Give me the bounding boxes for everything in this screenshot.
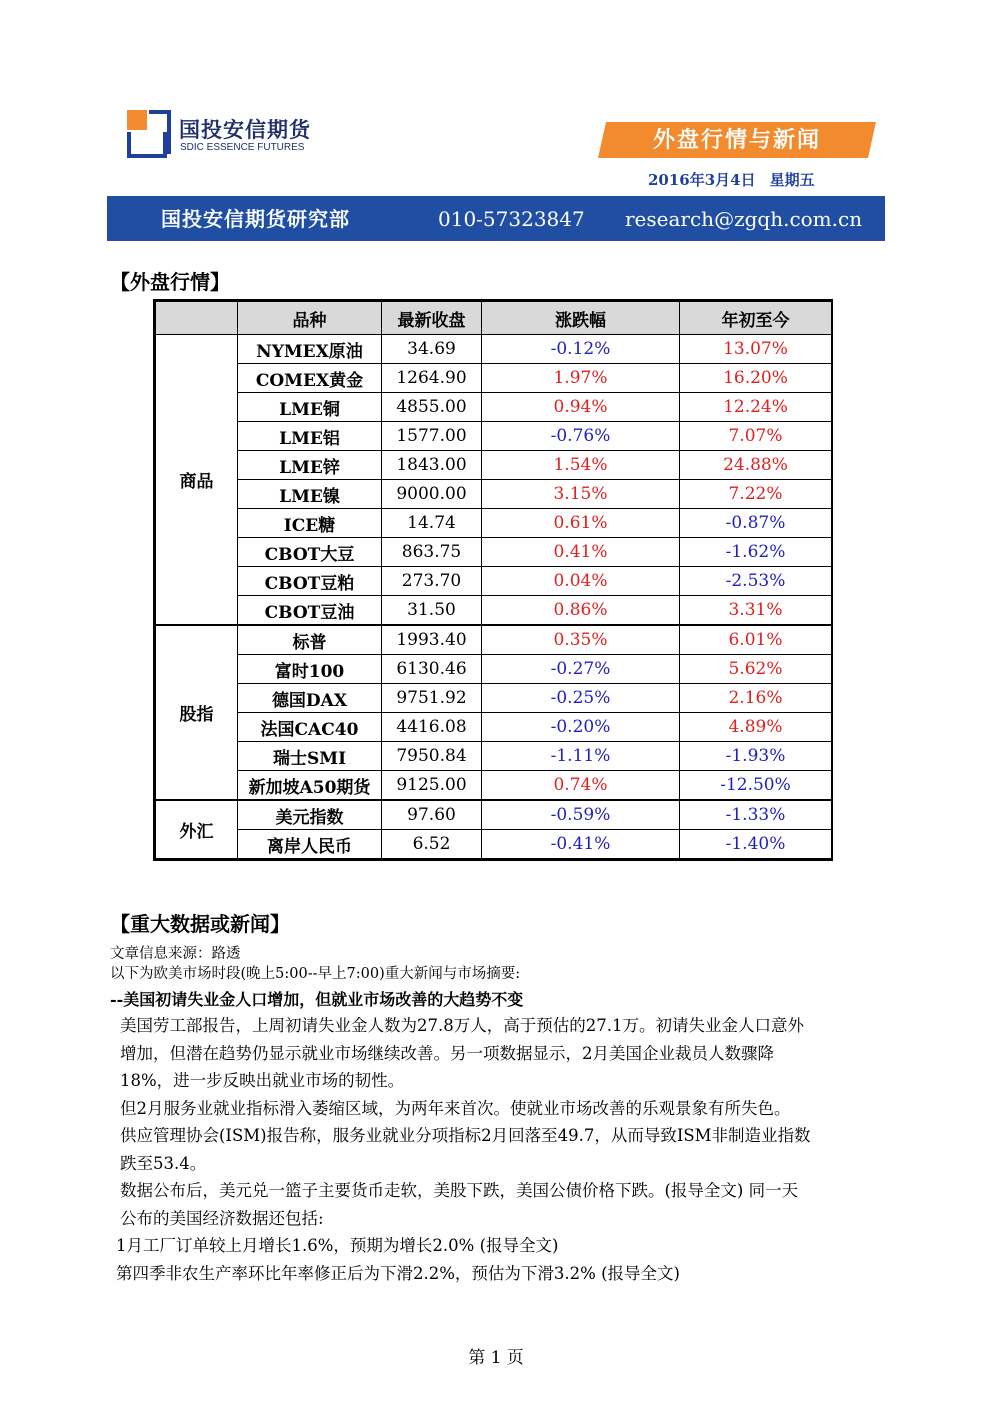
news-line: 美国劳工部报告，上周初请失业金人数为27.8万人，高于预估的27.1万。初请失业金人口意外 <box>120 1016 804 1035</box>
news-section-title: 【重大数据或新闻】 <box>110 912 290 936</box>
header-change: 涨跌幅 <box>482 302 680 335</box>
market-table <box>153 299 833 861</box>
product-name-cell: LME锌 <box>238 451 382 480</box>
close-cell: 4855.00 <box>382 393 482 422</box>
product-name-cell: CBOT大豆 <box>238 538 382 567</box>
ytd-cell: -1.93% <box>680 742 832 771</box>
change-cell: 0.86% <box>482 596 680 626</box>
change-cell: -0.76% <box>482 422 680 451</box>
close-cell: 9125.00 <box>382 771 482 801</box>
table-row <box>156 422 832 451</box>
product-name-cell: 美元指数 <box>238 800 382 830</box>
product-name-cell: 瑞士SMI <box>238 742 382 771</box>
ytd-cell: 24.88% <box>680 451 832 480</box>
news-item-1: 1月工厂订单较上月增长1.6%，预期为增长2.0% (报导全文) <box>116 1236 559 1255</box>
close-cell: 1993.40 <box>382 625 482 655</box>
change-cell: -0.41% <box>482 830 680 859</box>
table-row <box>156 684 832 713</box>
table-row <box>156 713 832 742</box>
product-name-cell: 离岸人民币 <box>238 830 382 859</box>
ytd-cell: -1.62% <box>680 538 832 567</box>
close-cell: 34.69 <box>382 335 482 364</box>
news-source: 文章信息来源：路透 <box>110 946 241 962</box>
ytd-cell: 5.62% <box>680 655 832 684</box>
header-close: 最新收盘 <box>382 302 482 335</box>
news-line: 公布的美国经济数据还包括: <box>120 1208 324 1228</box>
weekday-text: 星期五 <box>769 171 815 189</box>
ytd-cell: 13.07% <box>680 335 832 364</box>
close-cell: 7950.84 <box>382 742 482 771</box>
change-cell: -0.25% <box>482 684 680 713</box>
contact-bar <box>107 196 885 241</box>
news-line: 数据公布后，美元兑一篮子主要货币走软，美股下跌，美国公债价格下跌。(报导全文) 同一天 <box>120 1181 799 1200</box>
category-cell: 股指 <box>156 625 238 800</box>
close-cell: 273.70 <box>382 567 482 596</box>
product-name-cell: LME镍 <box>238 480 382 509</box>
product-name-cell: NYMEX原油 <box>238 335 382 364</box>
ytd-cell: 3.31% <box>680 596 832 626</box>
change-cell: -0.59% <box>482 800 680 830</box>
product-name-cell: 新加坡A50期货 <box>238 771 382 801</box>
ytd-cell: -1.33% <box>680 800 832 830</box>
news-line: 18%，进一步反映出就业市场的韧性。 <box>120 1071 405 1090</box>
product-name-cell: 标普 <box>238 625 382 655</box>
email-address: research@zgqh.com.cn <box>625 207 863 231</box>
table-row <box>156 567 832 596</box>
news-section <box>110 944 870 1287</box>
change-cell: 1.97% <box>482 364 680 393</box>
news-headline: --美国初请失业金人口增加，但就业市场改善的大趋势不变 <box>110 990 524 1009</box>
product-name-cell: ICE糖 <box>238 509 382 538</box>
table-row <box>156 538 832 567</box>
department-name: 国投安信期货研究部 <box>161 207 350 231</box>
product-name-cell: 法国CAC40 <box>238 713 382 742</box>
ytd-cell: 7.07% <box>680 422 832 451</box>
ytd-cell: 7.22% <box>680 480 832 509</box>
close-cell: 6130.46 <box>382 655 482 684</box>
close-cell: 863.75 <box>382 538 482 567</box>
ytd-cell: 16.20% <box>680 364 832 393</box>
report-date <box>648 169 829 190</box>
date-text: 2016年3月4日 <box>648 171 756 189</box>
close-cell: 1577.00 <box>382 422 482 451</box>
news-line: 跌至53.4。 <box>120 1153 207 1173</box>
table-row <box>156 655 832 684</box>
table-row <box>156 509 832 538</box>
table-row <box>156 335 832 364</box>
change-cell: 0.94% <box>482 393 680 422</box>
change-cell: -0.27% <box>482 655 680 684</box>
news-line: 供应管理协会(ISM)报告称，服务业就业分项指标2月回落至49.7，从而导致ISM非制造业指数 <box>120 1126 811 1145</box>
table-row <box>156 742 832 771</box>
header-blank <box>156 302 238 335</box>
news-line: 增加，但潜在趋势仍显示就业市场继续改善。另一项数据显示，2月美国企业裁员人数骤降 <box>120 1043 774 1063</box>
logo-chinese-name: 国投安信期货 <box>179 117 311 142</box>
close-cell: 31.50 <box>382 596 482 626</box>
table-row <box>156 800 832 830</box>
close-cell: 9751.92 <box>382 684 482 713</box>
change-cell: -0.12% <box>482 335 680 364</box>
ytd-cell: 12.24% <box>680 393 832 422</box>
close-cell: 9000.00 <box>382 480 482 509</box>
header-ytd: 年初至今 <box>680 302 832 335</box>
table-row <box>156 451 832 480</box>
report-banner <box>598 122 876 158</box>
ytd-cell: 6.01% <box>680 625 832 655</box>
change-cell: 3.15% <box>482 480 680 509</box>
ytd-cell: -1.40% <box>680 830 832 859</box>
table-row <box>156 625 832 655</box>
product-name-cell: CBOT豆油 <box>238 596 382 626</box>
news-intro: 以下为欧美市场时段(晚上5:00--早上7:00)重大新闻与市场摘要: <box>110 966 521 982</box>
change-cell: 0.35% <box>482 625 680 655</box>
table-row <box>156 364 832 393</box>
product-name-cell: LME铜 <box>238 393 382 422</box>
change-cell: 0.74% <box>482 771 680 801</box>
table-row <box>156 771 832 801</box>
news-body <box>110 1012 870 1287</box>
close-cell: 1264.90 <box>382 364 482 393</box>
ytd-cell: -12.50% <box>680 771 832 801</box>
change-cell: -0.20% <box>482 713 680 742</box>
ytd-cell: 2.16% <box>680 684 832 713</box>
news-item-2: 第四季非农生产率环比年率修正后为下滑2.2%，预估为下滑3.2% (报导全文) <box>116 1263 680 1283</box>
table-row <box>156 830 832 859</box>
market-section-title: 【外盘行情】 <box>110 270 230 294</box>
product-name-cell: LME铝 <box>238 422 382 451</box>
change-cell: 0.04% <box>482 567 680 596</box>
product-name-cell: 德国DAX <box>238 684 382 713</box>
close-cell: 14.74 <box>382 509 482 538</box>
close-cell: 1843.00 <box>382 451 482 480</box>
table-row <box>156 393 832 422</box>
page-number: 第 1 页 <box>468 1348 524 1368</box>
change-cell: 0.61% <box>482 509 680 538</box>
close-cell: 4416.08 <box>382 713 482 742</box>
change-cell: -1.11% <box>482 742 680 771</box>
table-row <box>156 596 832 626</box>
close-cell: 97.60 <box>382 800 482 830</box>
change-cell: 1.54% <box>482 451 680 480</box>
product-name-cell: COMEX黄金 <box>238 364 382 393</box>
company-logo <box>127 110 347 162</box>
close-cell: 6.52 <box>382 830 482 859</box>
ytd-cell: 4.89% <box>680 713 832 742</box>
ytd-cell: -2.53% <box>680 567 832 596</box>
change-cell: 0.41% <box>482 538 680 567</box>
phone-number: 010-57323847 <box>438 207 585 231</box>
category-cell: 商品 <box>156 335 238 626</box>
table-header-row <box>156 302 832 335</box>
product-name-cell: CBOT豆粕 <box>238 567 382 596</box>
logo-english-name: SDIC ESSENCE FUTURES <box>180 142 305 153</box>
header-product: 品种 <box>238 302 382 335</box>
ytd-cell: -0.87% <box>680 509 832 538</box>
logo-mark-icon <box>127 110 171 158</box>
table-row <box>156 480 832 509</box>
product-name-cell: 富时100 <box>238 655 382 684</box>
banner-title: 外盘行情与新闻 <box>652 127 821 153</box>
news-line: 但2月服务业就业指标滑入萎缩区域，为两年来首次。使就业市场改善的乐观景象有所失色。 <box>120 1098 791 1118</box>
category-cell: 外汇 <box>156 800 238 859</box>
